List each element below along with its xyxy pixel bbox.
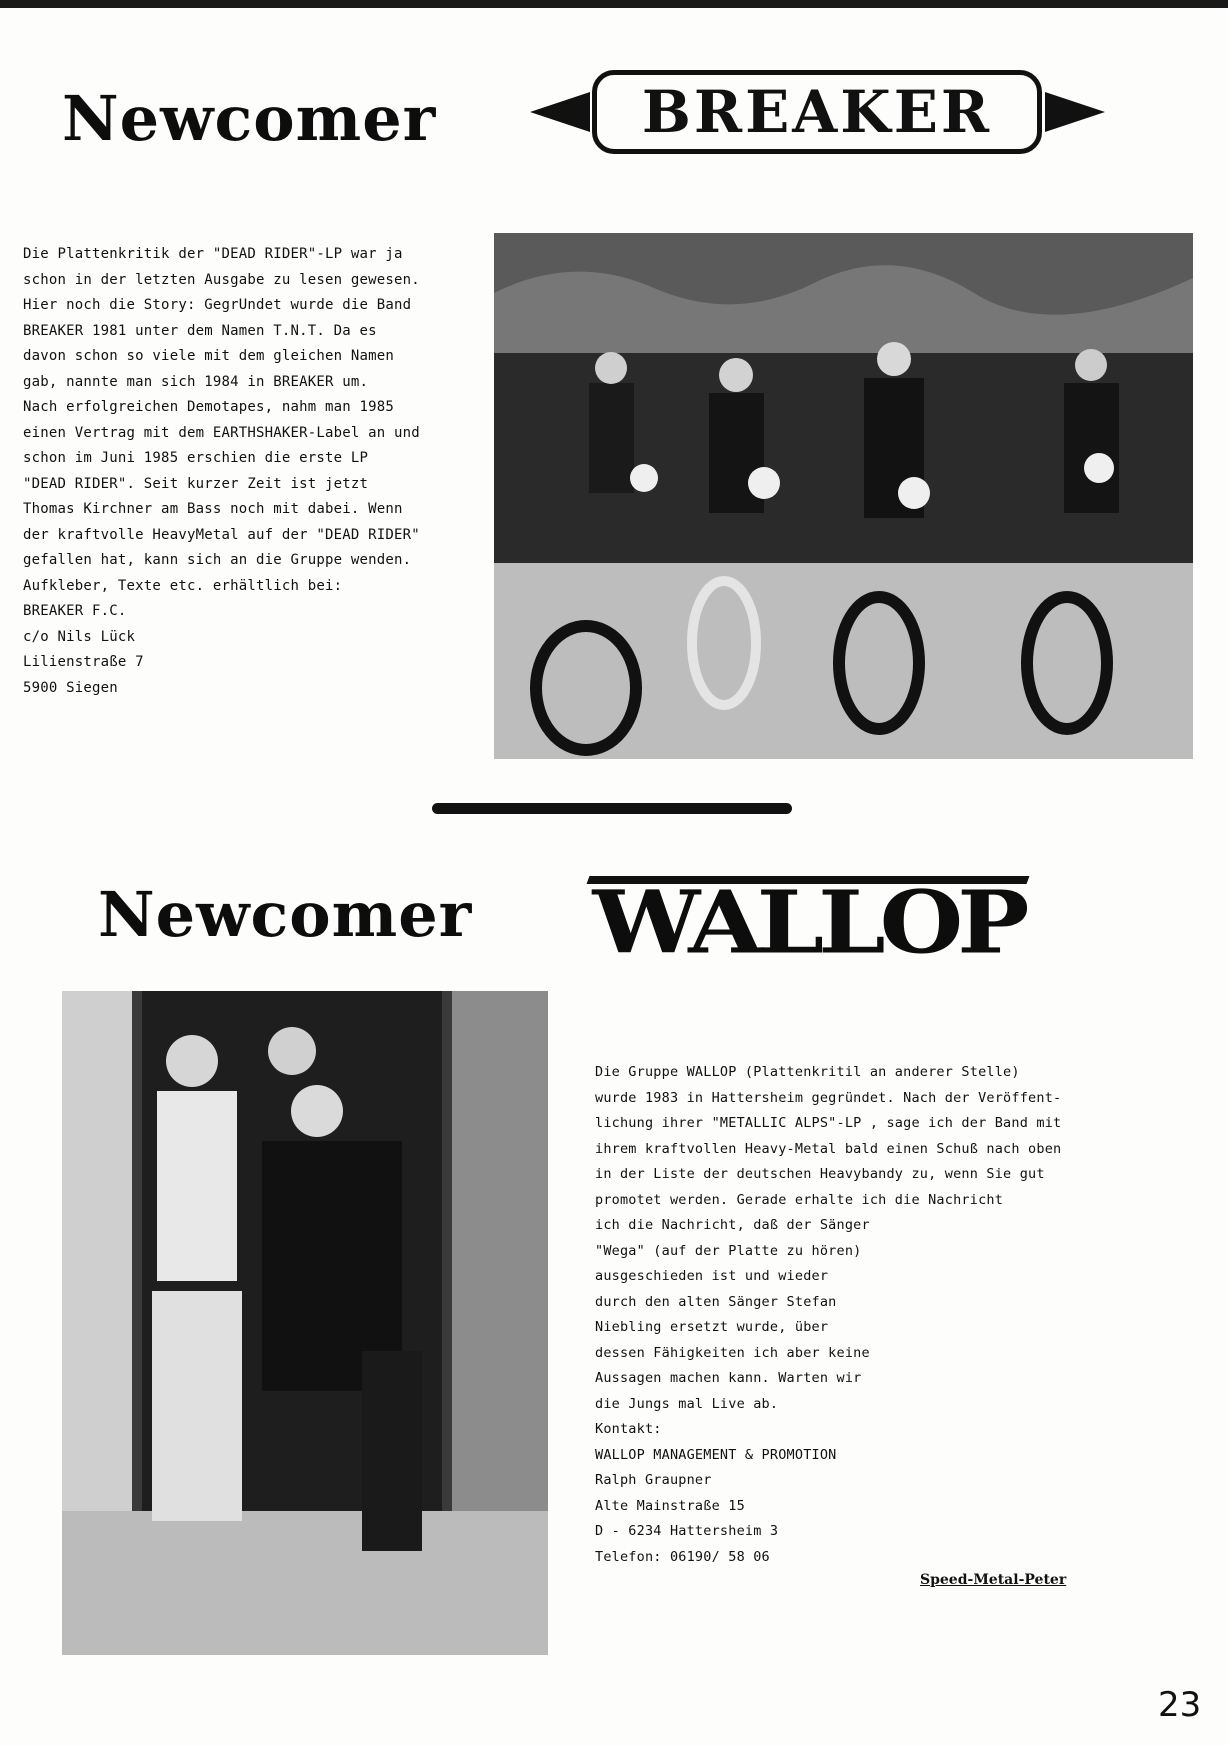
newcomer-heading-2: Newcomer [98, 878, 473, 951]
text-line: 5900 Siegen [23, 679, 118, 696]
breaker-article-text [23, 242, 420, 701]
text-line: durch den alten Sänger Stefan [595, 1293, 837, 1310]
text-line: Ralph Graupner [595, 1472, 712, 1488]
text-line: Kontakt: [595, 1421, 662, 1437]
text-line: ich die Nachricht, daß der Sänger [595, 1217, 870, 1233]
band-doorway-photo-illustration [62, 991, 548, 1655]
author-signature: Speed-Metal-Peter [920, 1572, 1067, 1588]
text-line: Aussagen machen kann. Warten wir [595, 1370, 862, 1386]
section-divider [432, 803, 792, 814]
text-line: dessen Fähigkeiten ich aber keine [595, 1344, 870, 1361]
text-line: lichung ihrer "METALLIC ALPS"-LP , sage ich der Band mit [595, 1115, 1062, 1131]
text-line: der kraftvolle HeavyMetal auf der "DEAD RIDER" [23, 526, 420, 543]
text-line: schon in der letzten Ausgabe zu lesen gewesen. [23, 271, 420, 288]
page-top-border [0, 0, 1228, 8]
text-line: Hier noch die Story: GegrUndet wurde die Band [23, 297, 412, 313]
text-line: BREAKER 1981 unter dem Namen T.N.T. Da es [23, 322, 377, 339]
wallop-article-text [595, 1060, 1061, 1570]
text-line: Lilienstraße 7 [23, 654, 144, 670]
text-line: gefallen hat, kann sich an die Gruppe wenden. [23, 552, 412, 568]
text-line: Alte Mainstraße 15 [595, 1497, 745, 1514]
text-line: Aufkleber, Texte etc. erhältlich bei: [23, 577, 343, 594]
text-line: WALLOP MANAGEMENT & PROMOTION [595, 1446, 837, 1463]
text-line: Nach erfolgreichen Demotapes, nahm man 1985 [23, 399, 395, 415]
text-line: Die Plattenkritik der "DEAD RIDER"-LP war ja [23, 246, 403, 262]
text-line: D - 6234 Hattersheim 3 [595, 1523, 779, 1539]
text-line: BREAKER F.C. [23, 603, 127, 619]
text-line: davon schon so viele mit dem gleichen Namen [23, 348, 395, 364]
breaker-logo-text: BREAKER [592, 70, 1042, 154]
text-line: Thomas Kirchner am Bass noch mit dabei. Wenn [23, 501, 403, 517]
text-line: Die Gruppe WALLOP (Plattenkritil an anderer Stelle) [595, 1064, 1020, 1080]
text-line: die Jungs mal Live ab. [595, 1395, 779, 1412]
text-line: ausgeschieden ist und wieder [595, 1268, 829, 1284]
text-line: in der Liste der deutschen Heavybandy zu, wenn Sie gut [595, 1166, 1045, 1182]
text-line: promotet werden. Gerade erhalte ich die Nachricht [595, 1191, 1004, 1208]
text-line: gab, nannte man sich 1984 in BREAKER um. [23, 373, 369, 390]
text-line: ihrem kraftvollen Heavy-Metal bald einen Schuß nach oben [595, 1140, 1062, 1157]
text-line: einen Vertrag mit dem EARTHSHAKER-Label an und [23, 424, 420, 441]
breaker-band-photo [494, 233, 1193, 759]
breaker-logo [530, 70, 1105, 162]
wallop-band-photo [62, 991, 548, 1655]
text-line: "Wega" (auf der Platte zu hören) [595, 1242, 862, 1259]
text-line: c/o Nils Lück [23, 628, 136, 645]
text-line: Telefon: 06190/ 58 06 [595, 1548, 770, 1565]
text-line: wurde 1983 in Hattersheim gegründet. Nach der Veröffent- [595, 1089, 1062, 1106]
newcomer-heading-1: Newcomer [62, 82, 437, 155]
text-line: Niebling ersetzt wurde, über [595, 1319, 829, 1335]
motorcycle-photo-illustration [494, 233, 1193, 759]
logo-arrow-left-icon [530, 92, 590, 132]
wallop-logo-text: WALLOP [592, 871, 1024, 974]
page-number: 23 [1158, 1685, 1202, 1725]
text-line: schon im Juni 1985 erschien die erste LP [23, 450, 369, 466]
text-line: "DEAD RIDER". Seit kurzer Zeit ist jetzt [23, 475, 369, 492]
logo-arrow-right-icon [1045, 92, 1105, 132]
